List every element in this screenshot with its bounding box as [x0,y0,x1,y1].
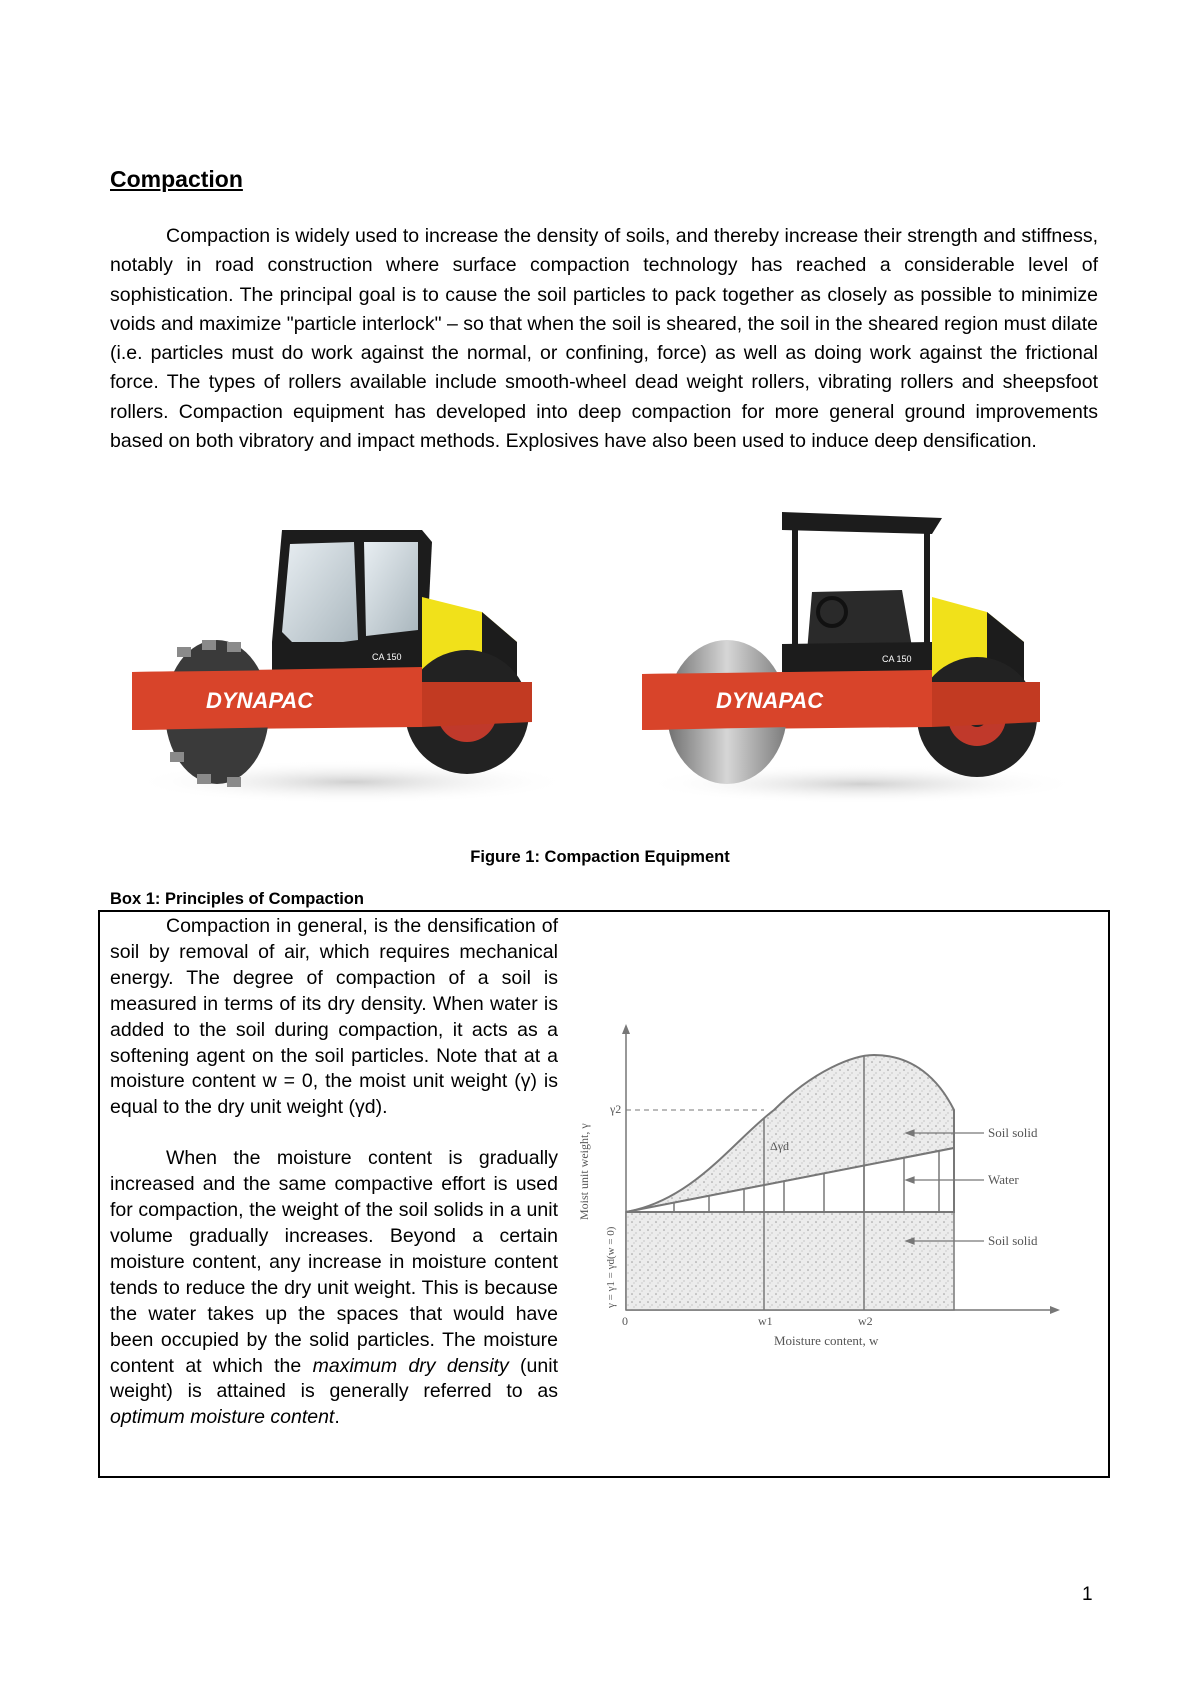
y-axis-label: Moist unit weight, γ [577,1123,591,1220]
principles-box [98,910,1110,1478]
w1-label: w1 [758,1314,773,1328]
intro-paragraph: Compaction is widely used to increase the density of soils, and thereby increase their strength and stiffness, notably in road construction where surface compaction technology has reached a considerable level of sophistication. The principal goal is to cause the soil particles to pack together as closely as possible to minimize voids and maximize "particle interlock" – so that when the soil is sheared, the soil in the sheared region must dilate (i.e. particles must do work against the normal, or confining, force) as well as doing work against the frictional force. The types of rollers available include smooth-wheel dead weight rollers, vibrating rollers and sheepsfoot rollers. Compaction equipment has developed into deep compaction for more general ground improvements based on both vibratory and impact methods. Explosives have also been used to induce deep densification. [110,225,1098,453]
legend-soil-solid-top: Soil solid [988,1125,1038,1140]
figure-caption: Figure 1: Compaction Equipment [470,848,730,866]
text-run: When the moisture content is gradually increased and the same compactive effort is used for compaction, the weight of the soil solids in a unit volume gradually increases. Beyond a certain moisture content, any increase in moisture content tends to reduce the dry unit weight. This is because the water takes up the spaces that would have been occupied by the solid particles. The moisture content at which the [110,1147,558,1377]
box-paragraph-1: Compaction in general, is the densification of soil by removal of air, which requires mechanical energy. The degree of compaction of a soil is measured in terms of its dry density. When water is added to the soil during compaction, it acts as a softening agent on the soil particles. Note that at a moisture content w = 0, the moist unit weight (γ) is equal to the dry unit weight (γd). [110,915,558,1119]
delta-gamma-label: Δγd [770,1139,790,1153]
box-title: Box 1: Principles of Compaction [110,890,364,908]
page-number: 1 [1082,1584,1093,1605]
compaction-principle-diagram [574,1020,1104,1380]
w2-label: w2 [858,1314,873,1328]
emphasis-max-dry-density: maximum dry density [312,1354,509,1377]
legend-water: Water [988,1172,1019,1187]
y-bottom-label: γ = γ1 = γd(w = 0) [605,1226,617,1308]
page-title: Compaction [110,166,243,192]
origin-label: 0 [622,1314,628,1328]
figure-compaction-equipment [122,512,1090,812]
model-label: CA 150 [372,652,402,662]
box-text [110,914,558,1431]
text-run: . [334,1406,340,1429]
emphasis-optimum-moisture: optimum moisture content [110,1406,335,1429]
text-run: (unit weight) is attained is generally referred to as [110,1354,558,1403]
x-axis-label: Moisture content, w [774,1333,879,1348]
brand-label: DYNAPAC [206,688,314,713]
smooth-drum-roller-image [632,512,1090,812]
model-label: CA 150 [882,654,912,664]
brand-label: DYNAPAC [716,688,824,713]
box-paragraph-2 [110,1146,558,1431]
gamma2-label: γ2 [610,1102,622,1116]
padfoot-roller-image [122,512,582,812]
legend-soil-solid-bottom: Soil solid [988,1233,1038,1248]
